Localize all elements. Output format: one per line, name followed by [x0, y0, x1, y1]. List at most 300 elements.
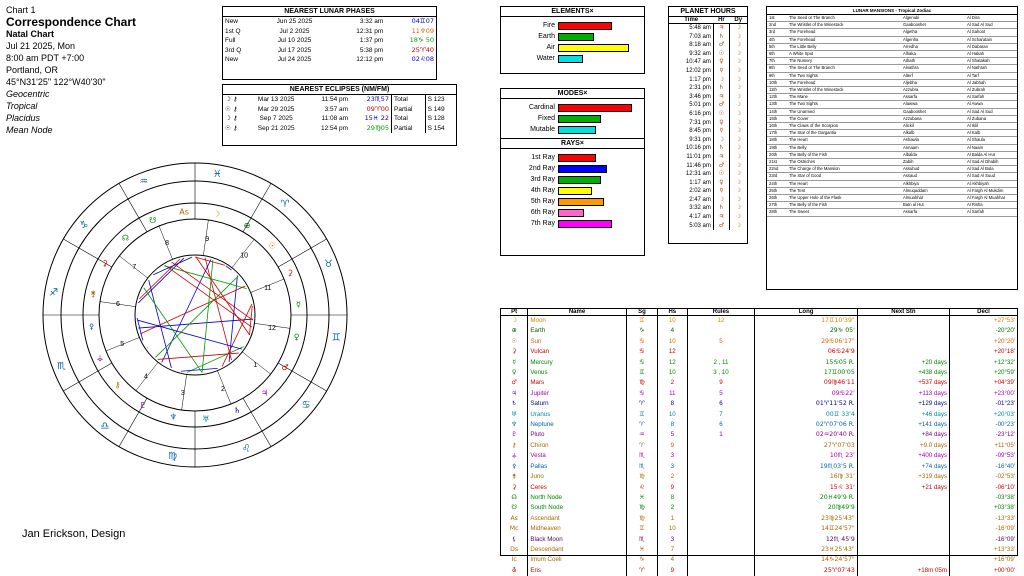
house-number: 7 [132, 263, 137, 271]
planet-row [501, 358, 1017, 368]
planet-next-station: +537 days [857, 378, 949, 388]
mansion-alt: Al Naam [967, 144, 984, 150]
mansion-number: 14th [769, 108, 778, 114]
planet-rules [687, 472, 755, 482]
hour-ruler: ♄ [713, 144, 729, 153]
planet-rules [687, 524, 755, 534]
planet-hour-row [669, 136, 747, 145]
planet-glyph: ⚶ [511, 452, 517, 460]
day-ruler: ☽ [729, 84, 747, 93]
phase-date: Jul 2 2025 [279, 27, 310, 35]
natal-chart-wheel[interactable] [40, 160, 350, 470]
planet-row [501, 378, 1017, 388]
planet-longitude: 01♈11'52 R. [755, 399, 857, 409]
hour-ruler: ☽ [713, 196, 729, 205]
phase-position: 25♈40 [411, 45, 434, 54]
planet-rules [687, 462, 755, 472]
mansion-name: The Seed or The Branch [789, 15, 835, 20]
mansion-alt: Al Sarfah [967, 209, 985, 215]
zodiac-sign-glyph: ♐ [49, 287, 59, 299]
planet-glyph: ☉ [511, 337, 517, 345]
planet-sign: ♋ [626, 337, 657, 347]
lunar-mansion-row [767, 159, 1017, 166]
planet-sign: ♋ [626, 358, 657, 368]
element-bar [558, 44, 629, 52]
mansion-name: A White Spot [789, 51, 814, 57]
planet-glyph: ♇ [511, 431, 517, 439]
planet-declination: -13°33' [950, 514, 1017, 524]
mansion-alt: Al Fargh Al Muahhar [967, 195, 1006, 201]
planet-declination: +20°03' [950, 410, 1017, 420]
ray-track [558, 220, 640, 228]
mansion-arabic: Assarfa [903, 94, 918, 100]
hour-time: 9:32 am [689, 50, 711, 57]
phase-name: Full [225, 37, 236, 44]
planet-declination: -16°09' [950, 524, 1017, 534]
planet-declination: -01°23' [950, 399, 1017, 409]
planet-declination: +27°53' [950, 316, 1017, 327]
mansion-alt: Al Shaula [967, 137, 985, 143]
day-ruler: ☽ [729, 196, 747, 205]
planet-next-station: +18m 05m [857, 566, 949, 576]
planet-row [501, 399, 1017, 409]
planet-glyph: ♆ [511, 421, 517, 429]
planet-row [501, 503, 1017, 513]
ray-label: 7th Ray [530, 220, 555, 227]
lunar-mansion-row [767, 101, 1017, 108]
eclipse-kind: Partial [392, 124, 426, 134]
planet-glyph: ♄ [511, 400, 517, 408]
mansion-alt: Al Shatakah [967, 58, 990, 64]
planet-next-station [857, 337, 949, 347]
mansion-number: 22nd [769, 166, 779, 172]
planet-house: 9 [658, 566, 687, 576]
wheel-planet-glyph: ☊ [121, 233, 129, 243]
planet-next-station: +129 days [857, 399, 949, 409]
day-ruler: ☽ [729, 187, 747, 196]
planet-hour-row [669, 50, 747, 59]
house-cusp-line [63, 363, 111, 391]
planet-name: Mercury [528, 358, 626, 368]
planet-longitude: 15♌ 31' [755, 483, 857, 493]
phase-time: 12:12 pm [356, 56, 384, 63]
zodiac-sign-glyph: ♊ [331, 332, 341, 344]
elements-panel [500, 6, 645, 74]
wheel-planet-glyph: ♆ [169, 412, 177, 422]
planet-hour-row [669, 24, 747, 33]
element-track [558, 33, 640, 41]
zodiac-sign-glyph: ♏ [57, 361, 66, 373]
planet-rules: 6 [687, 399, 755, 409]
planet-glyph: ⚷ [511, 441, 517, 449]
mansion-arabic: Assaud [903, 173, 917, 179]
wheel-planet-glyph: ⚳ [287, 268, 293, 278]
mansion-number: 5th [769, 43, 775, 49]
planet-house: 12 [658, 347, 687, 357]
planet-house: 7 [658, 545, 687, 555]
planet-house: 3 [658, 535, 687, 545]
hour-time: 5:01 pm [689, 102, 711, 109]
planet-col-next-stn: Next Stn [857, 309, 949, 316]
day-ruler: ☽ [729, 170, 747, 179]
eclipse-row [223, 114, 456, 124]
planet-glyph: ☿ [512, 358, 517, 366]
mansion-arabic: Algetha [903, 29, 918, 35]
mansion-alt: Al Iklil [967, 123, 978, 129]
planet-hours-col: Dy [729, 17, 747, 24]
planet-rules: 12 [687, 316, 755, 327]
planet-longitude: 20♓49'9 R. [755, 493, 857, 503]
planet-declination: -20°20' [950, 326, 1017, 336]
planet-rules [687, 545, 755, 555]
planet-sign: ♍ [626, 472, 657, 482]
hour-time: 12:02 pm [685, 67, 711, 74]
eclipse-kind: Partial [392, 105, 426, 115]
aspect-line [222, 304, 252, 366]
lunar-mansions-table [767, 15, 1017, 217]
planet-hours-panel [668, 6, 748, 244]
element-label: Fire [542, 22, 555, 29]
element-track [558, 44, 640, 52]
mansion-number: 20th [769, 151, 778, 157]
planet-declination: +20°59' [950, 368, 1017, 378]
ray-bar [558, 187, 592, 195]
mode-label: Fixed [537, 115, 555, 122]
house-number: 1 [253, 362, 258, 370]
ray-label: 2nd Ray [528, 165, 555, 172]
chart-number: Chart 1 [6, 5, 36, 15]
mansion-arabic: Alhaka [903, 51, 916, 57]
modes-bars [501, 99, 644, 135]
eclipse-saros: S 128 [425, 114, 456, 124]
hour-time: 10:47 am [685, 59, 711, 66]
planet-col-sg: Sg [626, 309, 657, 316]
planet-glyph: Ds [510, 545, 519, 553]
planet-sign: ♓ [626, 493, 657, 503]
mansion-number: 11th [769, 87, 777, 93]
mansion-name: The Charge of the Mansion [789, 166, 840, 172]
eclipse-time: 3:57 am [324, 105, 349, 113]
hour-ruler: ♂ [713, 101, 729, 110]
planet-sign: ♋ [626, 389, 657, 399]
ray-label: 3rd Ray [530, 176, 555, 183]
zodiac-sign-glyph: ♒ [139, 176, 149, 188]
ray-bar [558, 154, 596, 162]
mode-row [501, 124, 640, 135]
planet-glyph: ☊ [511, 493, 517, 501]
ray-track [558, 198, 640, 206]
mansion-arabic: Gaabooshet [903, 22, 926, 28]
eclipse-date: Mar 13 2025 [257, 96, 295, 103]
planet-glyph: ♅ [511, 410, 517, 418]
planet-glyph: ⚳ [511, 348, 517, 356]
planet-house: 4 [658, 555, 687, 565]
planet-hour-row [669, 58, 747, 67]
house-number: 12 [268, 325, 276, 333]
planet-declination: +20°20' [950, 337, 1017, 347]
wheel-planet-glyph: ☽ [213, 209, 221, 219]
planet-next-station [857, 514, 949, 524]
hour-ruler: ♀ [713, 119, 729, 128]
planet-rules: 5 [687, 389, 755, 399]
planet-house: 11 [658, 389, 687, 399]
ray-label: 6th Ray [530, 209, 555, 216]
planet-name: Ascendant [528, 514, 626, 524]
planet-hour-row [669, 93, 747, 102]
mansion-alt: Al Balda Al Hut [967, 151, 995, 157]
planet-declination: +03°38' [950, 503, 1017, 513]
day-ruler: ☽ [729, 179, 747, 188]
house-cusp-line [243, 398, 271, 446]
planet-longitude: 17♊00'05 [755, 368, 857, 378]
house-number: 6 [116, 300, 120, 308]
eclipse-date: Sep 21 2025 [257, 124, 295, 132]
hour-ruler: ♄ [713, 204, 729, 213]
planet-row [501, 316, 1017, 327]
planet-next-station: +74 days [857, 462, 949, 472]
mansion-alt: Al Zubrah [967, 87, 986, 93]
hour-time: 5:03 am [689, 222, 711, 229]
house-number: 2 [220, 385, 225, 393]
lunar-phases-title: NEAREST LUNAR PHASES [223, 7, 436, 17]
lunar-mansion-row [767, 79, 1017, 86]
eclipse-time: 11:08 am [321, 115, 349, 122]
planet-sign: ♊ [626, 368, 657, 378]
mansion-name: The Forehead [789, 36, 816, 42]
lunar-phases-panel [222, 6, 437, 80]
planet-sign: ♌ [626, 483, 657, 493]
house-cusp-line [278, 239, 326, 267]
planet-next-station: +141 days [857, 420, 949, 430]
planet-sign: ♓ [626, 545, 657, 555]
planet-longitude: 29♋06'17" [755, 337, 857, 347]
planet-glyph: ☋ [511, 504, 517, 512]
house-cusp-line [119, 183, 147, 231]
planet-name: Uranus [528, 410, 626, 420]
eclipse-saros: S 123 [425, 95, 456, 105]
planet-row [501, 347, 1017, 357]
planet-longitude: 19♏03'5 R. [755, 462, 857, 472]
chart-opt-4: Mean Node [6, 125, 53, 135]
hour-ruler: ☽ [713, 136, 729, 145]
planet-house: 10 [658, 410, 687, 420]
element-row [501, 53, 640, 64]
mansion-name: The Cover [789, 115, 809, 121]
mansion-number: 27th [769, 202, 778, 208]
mansion-alt: Al Risha [967, 202, 983, 208]
planet-rules: 9 [687, 378, 755, 388]
elements-title: ELEMENTS× [501, 7, 644, 17]
planet-name: Sun [528, 337, 626, 347]
planet-declination: -02°53' [950, 472, 1017, 482]
day-ruler: ☽ [729, 93, 747, 102]
mansion-number: 28th [769, 209, 778, 215]
lunar-mansion-row [767, 94, 1017, 101]
ray-row [501, 163, 640, 174]
mansion-alt: Al Sarfah [967, 94, 985, 100]
element-row [501, 31, 640, 42]
mansion-name: The Star of Good [789, 173, 822, 179]
wheel-planet-glyph: ⚵ [90, 289, 97, 299]
hour-time: 6:16 pm [689, 110, 711, 117]
mansion-name: The Belly of the Fish [789, 151, 828, 157]
day-ruler: ☽ [729, 119, 747, 128]
mansion-name: The Belly [789, 144, 807, 150]
zodiac-sign-glyph: ♓ [212, 168, 222, 180]
mansion-number: 12th [769, 94, 778, 100]
hour-ruler: ♃ [713, 93, 729, 102]
ray-row [501, 196, 640, 207]
planet-hours-title: PLANET HOURS [669, 7, 747, 17]
mansion-alt: Al Fargh Al Mukdim [967, 187, 1004, 193]
wheel-planet-glyph: ♄ [233, 406, 241, 416]
mansion-number: 16th [769, 123, 778, 129]
lunar-mansion-row [767, 108, 1017, 115]
planet-name: Moon [528, 316, 626, 327]
planet-glyph: ☽ [511, 317, 517, 324]
lunar-mansion-row [767, 115, 1017, 122]
planet-name: Midheaven [528, 524, 626, 534]
hour-ruler: ♂ [713, 41, 729, 50]
mansion-arabic: Batn al Hut [903, 202, 924, 208]
phase-time: 3:32 am [359, 18, 384, 25]
hour-time: 2:47 am [689, 196, 711, 203]
mansion-number: 6th [769, 51, 775, 57]
planet-row [501, 472, 1017, 482]
mansion-arabic: Alickil [903, 123, 914, 129]
planet-declination: -16°40' [950, 462, 1017, 472]
hour-ruler: ♂ [713, 162, 729, 171]
planet-longitude: 23♓25'43" [755, 545, 857, 555]
element-track [558, 55, 640, 63]
wheel-svg [40, 160, 350, 470]
wheel-planet-glyph: ⚶ [96, 353, 104, 363]
eclipse-body: ☉ ⚷ [225, 123, 238, 132]
planet-longitude: 00♊ 33'4 [755, 410, 857, 420]
wheel-planet-glyph: ♂ [281, 363, 289, 372]
mansion-arabic: Aljebha [903, 79, 917, 85]
hour-ruler: ☉ [713, 50, 729, 59]
planet-longitude: 02♒20'40 R. [755, 430, 857, 440]
lunar-mansion-row [767, 65, 1017, 72]
planet-hour-row [669, 213, 747, 222]
mode-label: Cardinal [528, 104, 555, 111]
planet-row [501, 524, 1017, 534]
designer-credit: Jan Erickson, Design [22, 528, 126, 540]
eclipses-panel [222, 84, 457, 146]
day-ruler: ☽ [729, 41, 747, 50]
planet-house: 10 [658, 524, 687, 534]
planet-row [501, 441, 1017, 451]
planet-rules [687, 441, 755, 451]
mode-row [501, 102, 640, 113]
planet-declination: -09°53' [950, 451, 1017, 461]
planet-row [501, 493, 1017, 503]
planet-rules: 2 , 11 [687, 358, 755, 368]
hour-ruler: ☉ [713, 170, 729, 179]
planet-hour-row [669, 84, 747, 93]
house-number: 3 [180, 390, 185, 398]
planet-rules: 1 [687, 430, 755, 440]
lunar-mansion-row [767, 58, 1017, 65]
eclipse-date: Sep 7 2025 [259, 115, 293, 122]
ray-track [558, 165, 640, 173]
planet-hour-row [669, 67, 747, 76]
rays-title: RAYS× [501, 139, 644, 149]
planet-declination: +23°00' [950, 389, 1017, 399]
hour-ruler: ☿ [713, 67, 729, 76]
planet-col-long: Long [755, 309, 857, 316]
planet-col-hs: Hs [658, 309, 687, 316]
planet-sign: ♊ [626, 316, 657, 327]
mansion-number: 21st [769, 159, 777, 165]
planet-row [501, 566, 1017, 576]
eclipse-date: Mar 29 2025 [257, 105, 295, 113]
hour-ruler: ♃ [713, 24, 729, 33]
hour-time: 10:16 pm [685, 145, 711, 152]
planet-next-station [857, 524, 949, 534]
planet-row [501, 410, 1017, 420]
planet-next-station [857, 347, 949, 357]
lunar-mansion-row [767, 173, 1017, 180]
mansion-number: 3rd [769, 29, 776, 35]
mansion-alt: Al Sad Al Bula [967, 166, 994, 172]
mansion-name: The Little Belly [789, 43, 817, 49]
eclipse-position: 23♏57 [366, 95, 390, 103]
planet-hour-row [669, 179, 747, 188]
wheel-planet-glyph: ♃ [261, 388, 269, 398]
zodiac-sign-glyph: ♍ [168, 451, 178, 463]
planet-hour-row [669, 76, 747, 85]
ray-row [501, 152, 640, 163]
mansion-alt: Al Tarf [967, 72, 979, 78]
mansion-alt: Al Nathrah [967, 65, 987, 71]
planet-longitude: 16♍ 31' [755, 472, 857, 482]
aspect-line [162, 259, 211, 362]
mode-label: Mutable [530, 126, 555, 133]
wheel-planet-glyph: ⚷ [114, 380, 121, 390]
planet-hours-col: Hr [713, 17, 729, 24]
mansion-arabic: Almuqaddam [903, 187, 928, 193]
planet-name: Chiron [528, 441, 626, 451]
planet-rules [687, 555, 755, 565]
mansion-name: The Numery [789, 58, 813, 64]
ray-row [501, 207, 640, 218]
planet-rules: 6 [687, 420, 755, 430]
chart-place: Portland, OR [6, 65, 59, 75]
phase-date: Jul 17 2025 [277, 46, 312, 54]
planet-house: 3 [658, 451, 687, 461]
planet-longitude: 02♈07'06 R. [755, 420, 857, 430]
mansion-name: The Two Sights [789, 101, 818, 107]
mansion-alt: Al Hakah [967, 51, 984, 57]
mansion-name: The Sweet [789, 209, 810, 215]
lunar-mansion-row [767, 43, 1017, 50]
element-row [501, 20, 640, 31]
mansion-arabic: Arredha [903, 43, 918, 49]
modes-title: MODES× [501, 89, 644, 99]
planet-name: Jupiter [528, 389, 626, 399]
planet-rules [687, 326, 755, 336]
day-ruler: ☽ [729, 153, 747, 162]
planet-house: 8 [658, 493, 687, 503]
day-ruler: ☽ [729, 58, 747, 67]
planet-col-decl: Decl [950, 309, 1017, 316]
day-ruler: ☽ [729, 101, 747, 110]
phase-time: 12:31 pm [356, 27, 384, 35]
planet-name: Venus [528, 368, 626, 378]
planet-sign: ♈ [626, 441, 657, 451]
